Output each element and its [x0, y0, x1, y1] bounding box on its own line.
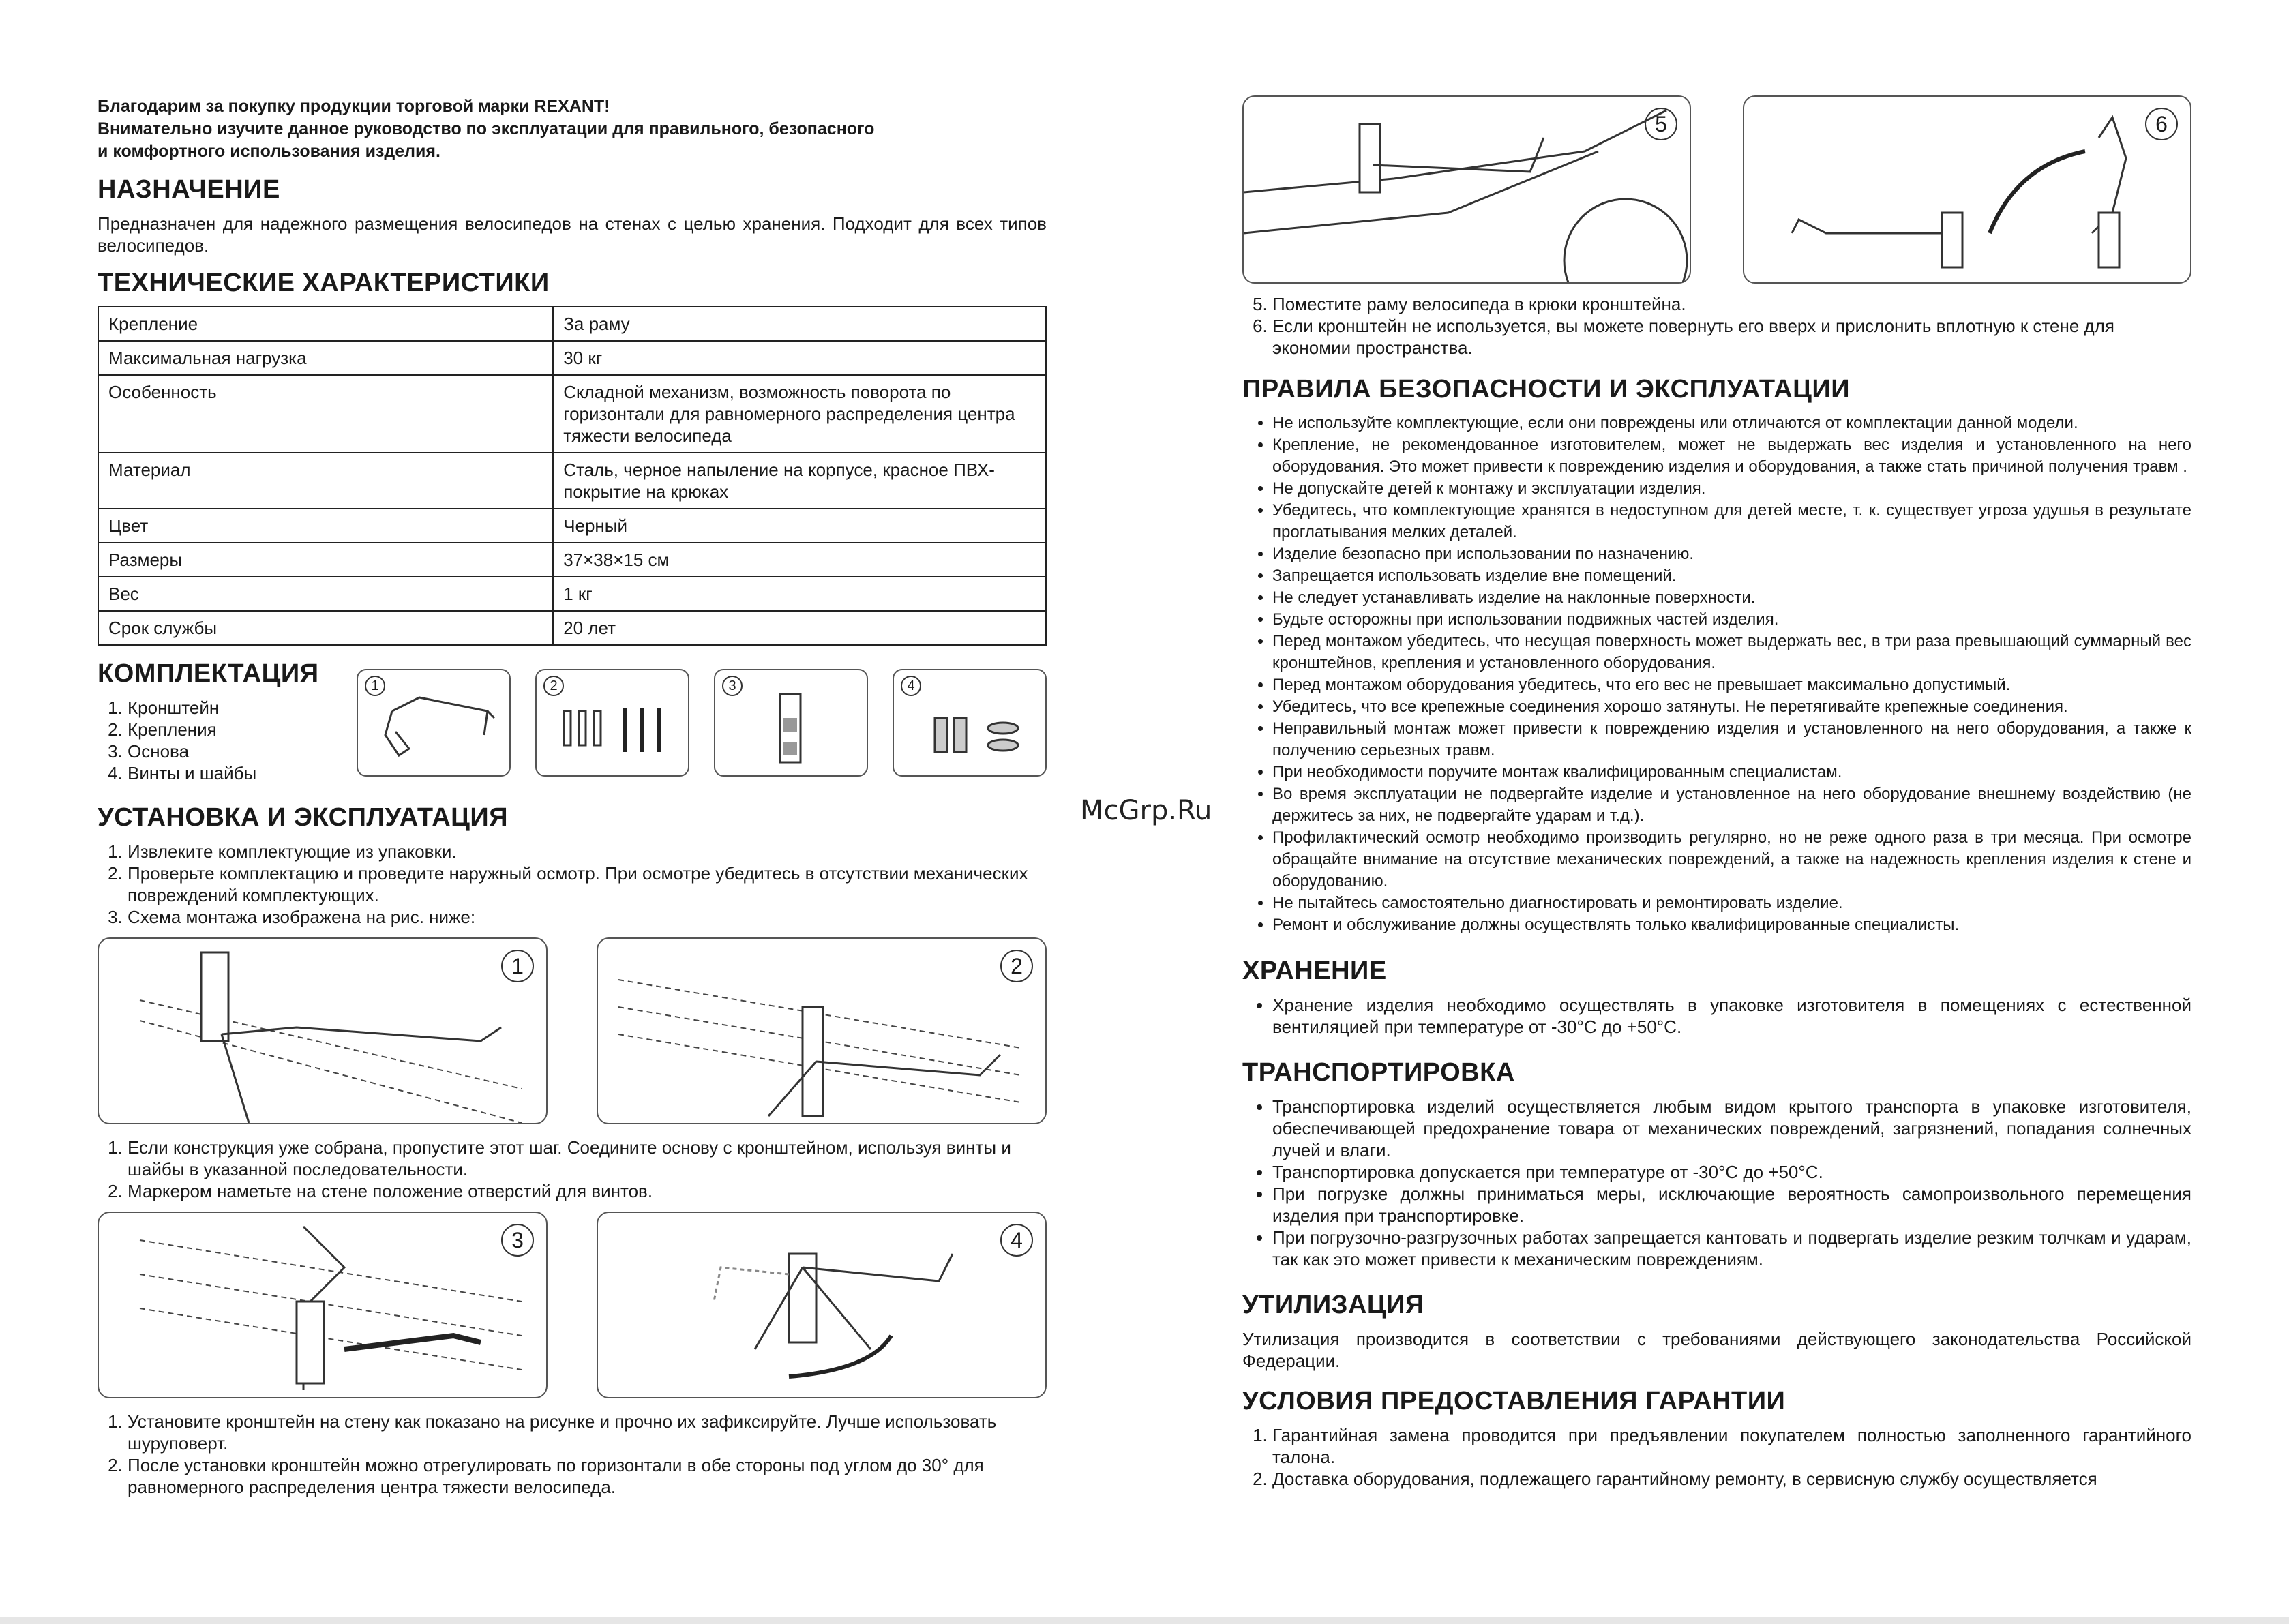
list-item: • Хранение изделия необходимо осуществлять в упаковке изготовителя в помещениях с естественной вентиляцией при температуре от -30°С до +50°С. — [1272, 994, 2191, 1038]
list-item: • Не используйте комплектующие, если они повреждены или отличаются от комплектации данной модели. — [1272, 412, 2191, 434]
table-row — [98, 509, 1046, 543]
list-item: • Не следует устанавливать изделие на наклонные поверхности. — [1272, 587, 2191, 609]
figure-number: 5 — [1645, 108, 1677, 140]
spec-value: Складной механизм, возможность поворота по горизонтали для равномерного распределения центра тяжести велосипеда — [553, 375, 1046, 453]
table-row — [98, 341, 1046, 375]
list-item: • Не пытайтесь самостоятельно диагностировать и ремонтировать изделие. — [1272, 892, 2191, 914]
install-steps-b — [98, 1411, 1047, 1498]
intro — [98, 95, 1047, 163]
list-item: • Убедитесь, что комплектующие хранятся в недоступном для детей месте, т. к. существует угроза удушья в результате проглатывания мелких деталей. — [1272, 500, 2191, 543]
spec-name: Вес — [98, 577, 553, 611]
list-item: 1. Извлеките комплектующие из упаковки. — [128, 841, 1047, 862]
assembly-illustration — [99, 939, 546, 1123]
list-item: 2. После установки кронштейн можно отрегулировать по горизонтали в обе стороны под углом до 30° для равномерного распределения центра тяжести велосипеда. — [128, 1454, 1047, 1498]
kit-number: 2 — [543, 676, 564, 696]
list-item: • Транспортировка допускается при температуре от -30°С до +50°С. — [1272, 1161, 2191, 1183]
kit-text — [98, 659, 350, 791]
list-item: 6. Если кронштейн не используется, вы можете повернуть его вверх и прислонить вплотную к стене для экономии пространства. — [1272, 315, 2191, 359]
spec-value: За раму — [553, 307, 1046, 341]
spec-name: Цвет — [98, 509, 553, 543]
kit-box-screws — [893, 669, 1047, 777]
kit-box-bracket — [357, 669, 511, 777]
figure-number: 4 — [1000, 1224, 1033, 1257]
spec-name: Срок службы — [98, 611, 553, 645]
install-steps-c — [1242, 293, 2191, 359]
list-item: • Будьте осторожны при использовании подвижных частей изделия. — [1272, 609, 2191, 631]
figure-row-3 — [1242, 95, 2191, 284]
list-item: • Перед монтажом оборудования убедитесь, что его вес не превышает максимально допустимый. — [1272, 674, 2191, 696]
watermark: McGrp.Ru — [1080, 795, 1212, 826]
spec-name: Максимальная нагрузка — [98, 341, 553, 375]
figure-row-1 — [98, 937, 1047, 1124]
spec-value: 37×38×15 см — [553, 543, 1046, 577]
figure-row-2 — [98, 1212, 1047, 1398]
list-item: • Запрещается использовать изделие вне помещений. — [1272, 565, 2191, 587]
kit-heading: КОМПЛЕКТАЦИЯ — [98, 659, 319, 688]
list-item: • При погрузочно-разгрузочных работах запрещается кантовать и подвергать изделие резким толчкам и ударам, так как это может привести к механическим повреждениям. — [1272, 1227, 2191, 1270]
list-item: 1. Кронштейн — [128, 697, 350, 719]
left-column — [98, 95, 1047, 1505]
table-row — [98, 375, 1046, 453]
figure-number: 2 — [1000, 950, 1033, 982]
bike-mounted-illustration — [1244, 97, 1690, 282]
table-row — [98, 307, 1046, 341]
list-item: • Транспортировка изделий осуществляется любым видом крытого транспорта в упаковке изготовителя, обеспечивающей предохранение товара от механических повреждений, загрязнений, попадания солнечных лучей и влаги. — [1272, 1096, 2191, 1161]
list-item: 1. Если конструкция уже собрана, пропустите этот шаг. Соедините основу с кронштейном, используя винты и шайбы в указанной последовательности. — [128, 1137, 1047, 1180]
figure-4 — [597, 1212, 1047, 1398]
list-item: • Неправильный монтаж может привести к повреждению изделия и установленного на него оборудования, а также к получению серьезных травм. — [1272, 718, 2191, 762]
table-row — [98, 453, 1046, 509]
kit-number: 4 — [901, 676, 921, 696]
intro-line-1: Благодарим за покупку продукции торговой марки REXANT! — [98, 97, 610, 116]
kit-list — [98, 697, 350, 784]
figure-2 — [597, 937, 1047, 1124]
spec-value: 1 кг — [553, 577, 1046, 611]
purpose-heading: НАЗНАЧЕНИЕ — [98, 175, 280, 204]
warranty-heading: УСЛОВИЯ ПРЕДОСТАВЛЕНИЯ ГАРАНТИИ — [1242, 1387, 1786, 1415]
kit-number: 1 — [365, 676, 385, 696]
figure-number: 1 — [501, 950, 534, 982]
intro-line-2: Внимательно изучите данное руководство по эксплуатации для правильного, безопасного — [98, 119, 875, 138]
spec-value: Черный — [553, 509, 1046, 543]
kit-number: 3 — [722, 676, 743, 696]
intro-line-3: и комфортного использования изделия. — [98, 142, 440, 161]
list-item: • Крепление, не рекомендованное изготовителем, может не выдержать вес изделия и установленного на него оборудования. Это может привести к повреждению изделия и оборудования, а также стать причиной получения травм . — [1272, 434, 2191, 478]
spec-value: 30 кг — [553, 341, 1046, 375]
safety-heading: ПРАВИЛА БЕЗОПАСНОСТИ И ЭКСПЛУАТАЦИИ — [1242, 375, 1851, 404]
transport-list — [1242, 1096, 2191, 1270]
install-steps-a — [98, 1137, 1047, 1202]
warranty-list — [1242, 1424, 2191, 1490]
figure-3 — [98, 1212, 548, 1398]
page-bottom-edge — [0, 1617, 2289, 1624]
list-item: • Ремонт и обслуживание должны осуществлять только квалифицированные специалисты. — [1272, 914, 2191, 936]
marking-illustration — [598, 939, 1045, 1123]
right-column — [1242, 95, 2191, 1497]
storage-heading: ХРАНЕНИЕ — [1242, 957, 1387, 985]
list-item: • Профилактический осмотр необходимо производить регулярно, но не реже одного раза в три месяца. При осмотре обращайте внимание на отсутствие механических повреждений, а также на надежность крепления изделия к стене и оборудованию. — [1272, 827, 2191, 892]
list-item: • Убедитесь, что все крепежные соединения хорошо затянуты. Не перетягивайте крепежные соединения. — [1272, 696, 2191, 718]
list-item: 3. Схема монтажа изображена на рис. ниже: — [128, 906, 1047, 928]
mounting-illustration — [99, 1213, 546, 1397]
figure-6 — [1743, 95, 2191, 284]
spec-name: Материал — [98, 453, 553, 509]
list-item: 1. Гарантийная замена проводится при предъявлении покупателем полностью заполненного гарантийного талона. — [1272, 1424, 2191, 1468]
spec-value: 20 лет — [553, 611, 1046, 645]
kit-box-base — [714, 669, 868, 777]
list-item: 4. Винты и шайбы — [128, 762, 350, 784]
list-item: • Перед монтажом убедитесь, что несущая поверхность может выдержать вес, в три раза превышающий суммарный вес кронштейнов, крепления и установленного оборудования. — [1272, 631, 2191, 674]
kit-box-anchors — [535, 669, 689, 777]
list-item: 2. Крепления — [128, 719, 350, 740]
figure-number: 3 — [501, 1224, 534, 1257]
spec-name: Размеры — [98, 543, 553, 577]
spec-value: Сталь, черное напыление на корпусе, красное ПВХ-покрытие на крюках — [553, 453, 1046, 509]
specs-heading: ТЕХНИЧЕСКИЕ ХАРАКТЕРИСТИКИ — [98, 269, 550, 297]
purpose-text: Предназначен для надежного размещения велосипедов на стенах с целью хранения. Подходит для всех типов велосипедов. — [98, 213, 1047, 256]
transport-heading: ТРАНСПОРТИРОВКА — [1242, 1058, 1515, 1087]
list-item: 1. Установите кронштейн на стену как показано на рисунке и прочно их зафиксируйте. Лучше использовать шуруповерт. — [128, 1411, 1047, 1454]
install-steps — [98, 841, 1047, 928]
safety-list — [1242, 412, 2191, 936]
list-item: • Во время эксплуатации не подвергайте изделие и установленное на него оборудование внешнему воздействию (не держитесь за них, не подвергайте ударам и т.д.). — [1272, 783, 2191, 827]
list-item: 2. Проверьте комплектацию и проведите наружный осмотр. При осмотре убедитесь в отсутствии механических повреждений комплектующих. — [128, 862, 1047, 906]
table-row — [98, 611, 1046, 645]
figure-1 — [98, 937, 548, 1124]
list-item: • При необходимости поручите монтаж квалифицированным специалистам. — [1272, 762, 2191, 783]
list-item: • Изделие безопасно при использовании по назначению. — [1272, 543, 2191, 565]
specs-table — [98, 306, 1047, 646]
folding-illustration — [1744, 97, 2190, 282]
rotation-illustration — [598, 1213, 1045, 1397]
list-item: 2. Доставка оборудования, подлежащего гарантийному ремонту, в сервисную службу осуществляется — [1272, 1468, 2191, 1490]
figure-number: 6 — [2145, 108, 2178, 140]
list-item: 5. Поместите раму велосипеда в крюки кронштейна. — [1272, 293, 2191, 315]
spec-name: Крепление — [98, 307, 553, 341]
table-row — [98, 543, 1046, 577]
disposal-text: Утилизация производится в соответствии с требованиями действующего законодательства Российской Федерации. — [1242, 1329, 2191, 1371]
list-item: 3. Основа — [128, 740, 350, 762]
kit-section — [98, 659, 1047, 791]
disposal-heading: УТИЛИЗАЦИЯ — [1242, 1291, 1424, 1319]
kit-boxes — [357, 669, 1047, 777]
figure-5 — [1242, 95, 1691, 284]
list-item: • Не допускайте детей к монтажу и эксплуатации изделия. — [1272, 478, 2191, 500]
list-item: • При погрузке должны приниматься меры, исключающие вероятность самопроизвольного перемещения изделия при транспортировке. — [1272, 1183, 2191, 1227]
list-item: 2. Маркером наметьте на стене положение отверстий для винтов. — [128, 1180, 1047, 1202]
install-heading: УСТАНОВКА И ЭКСПЛУАТАЦИЯ — [98, 803, 509, 832]
table-row — [98, 577, 1046, 611]
storage-list — [1242, 994, 2191, 1038]
spec-name: Особенность — [98, 375, 553, 453]
